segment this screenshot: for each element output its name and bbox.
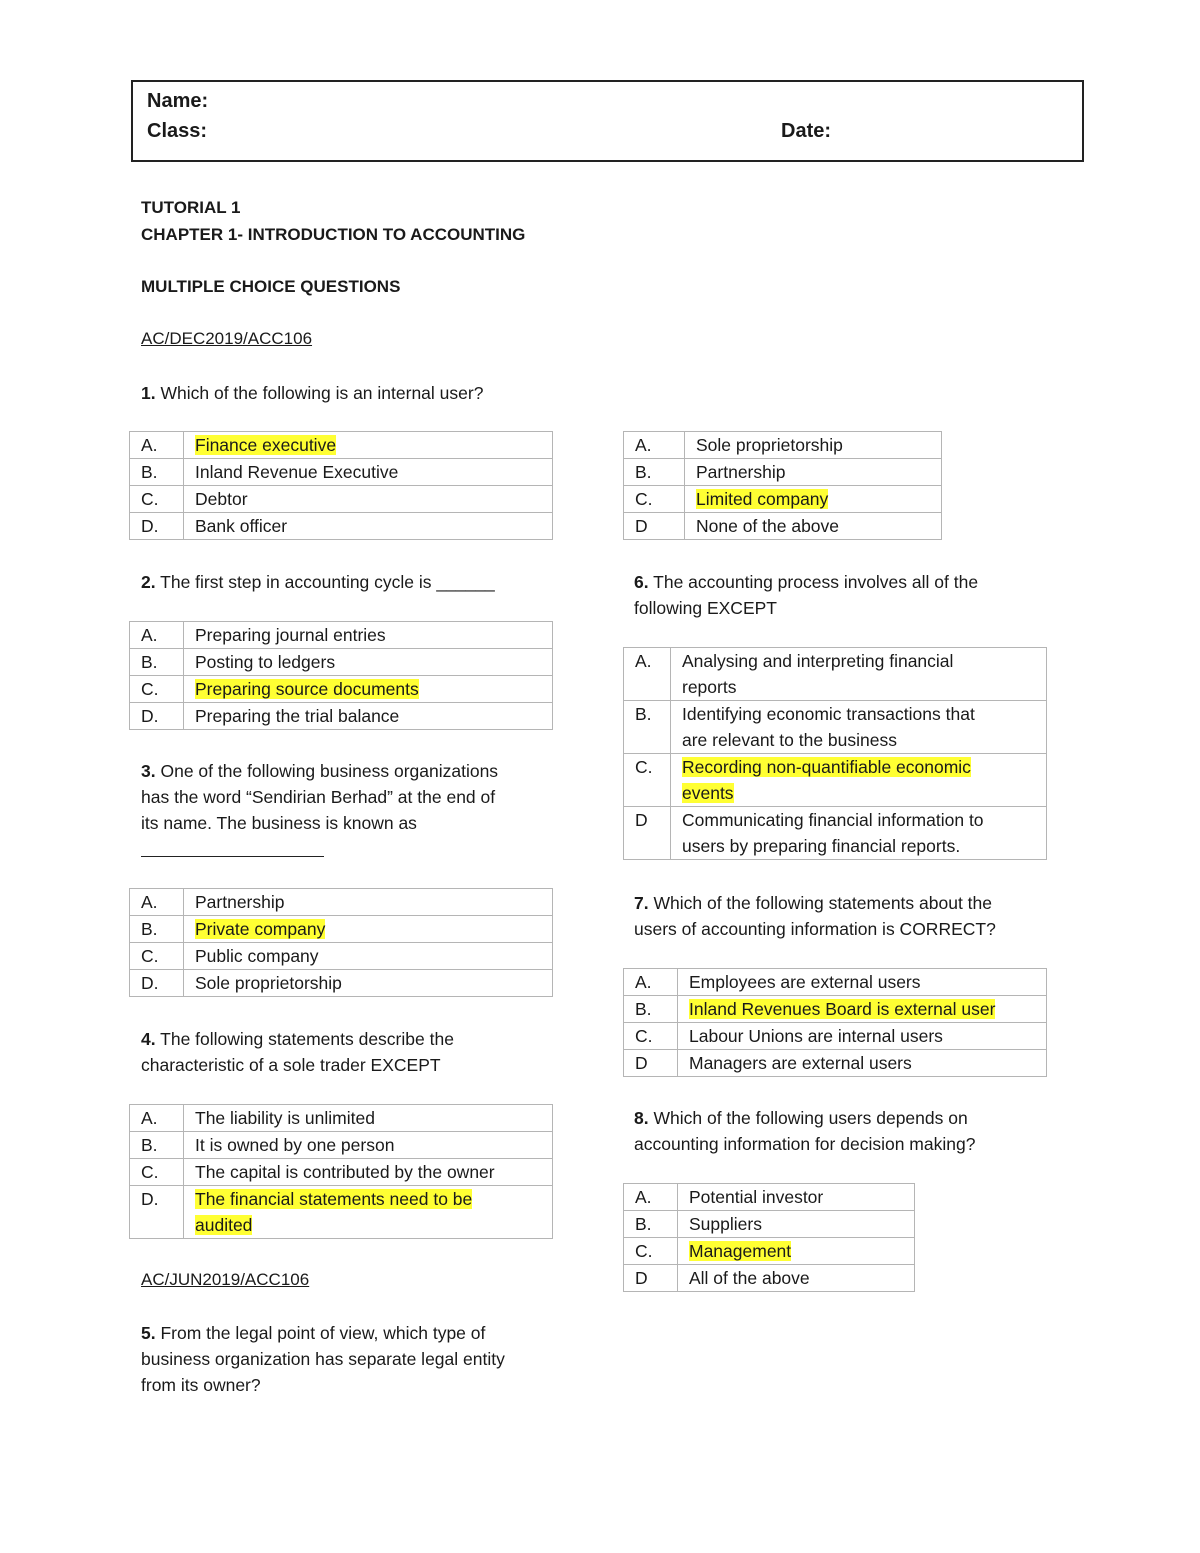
option-letter: C. bbox=[624, 754, 671, 807]
option-letter: A. bbox=[130, 622, 184, 649]
option-letter: D. bbox=[130, 513, 184, 540]
answer-highlight: Recording non-quantifiable economic bbox=[682, 757, 971, 777]
option-letter: C. bbox=[130, 676, 184, 703]
option-row[interactable] bbox=[130, 889, 553, 916]
question-text-line3: from its owner? bbox=[141, 1375, 261, 1395]
question-text: Which of the following is an internal user? bbox=[160, 383, 484, 403]
option-text bbox=[678, 1238, 915, 1265]
question-text-line2: characteristic of a sole trader EXCEPT bbox=[141, 1055, 441, 1075]
option-text: The liability is unlimited bbox=[184, 1105, 553, 1132]
question-text-line2: following EXCEPT bbox=[634, 598, 777, 618]
option-text-line1: Identifying economic transactions that bbox=[682, 704, 975, 724]
options-table-q1 bbox=[129, 431, 553, 540]
option-text: Debtor bbox=[184, 486, 553, 513]
option-row[interactable] bbox=[130, 622, 553, 649]
option-text bbox=[184, 1186, 553, 1239]
option-text bbox=[184, 432, 553, 459]
option-text: Labour Unions are internal users bbox=[678, 1023, 1047, 1050]
option-row[interactable] bbox=[624, 1023, 1047, 1050]
option-row[interactable] bbox=[130, 513, 553, 540]
option-letter: B. bbox=[130, 649, 184, 676]
option-row[interactable] bbox=[130, 970, 553, 997]
options-table-q3 bbox=[129, 888, 553, 997]
question-number: 6. bbox=[634, 572, 649, 592]
option-row[interactable] bbox=[130, 1159, 553, 1186]
question-6 bbox=[634, 569, 978, 621]
option-row[interactable] bbox=[624, 486, 942, 513]
option-letter: C. bbox=[624, 1238, 678, 1265]
question-3 bbox=[141, 758, 498, 862]
question-text-line1: Which of the following users depends on bbox=[653, 1108, 968, 1128]
answer-highlight: Limited company bbox=[696, 489, 829, 509]
option-text: Posting to ledgers bbox=[184, 649, 553, 676]
option-letter: C. bbox=[624, 486, 685, 513]
option-letter: D bbox=[624, 513, 685, 540]
options-table-q2 bbox=[129, 621, 553, 730]
chapter-title: CHAPTER 1- INTRODUCTION TO ACCOUNTING bbox=[141, 225, 526, 244]
option-letter: A. bbox=[624, 432, 685, 459]
option-letter: B. bbox=[624, 996, 678, 1023]
question-number: 7. bbox=[634, 893, 649, 913]
option-text: Partnership bbox=[685, 459, 942, 486]
option-row[interactable] bbox=[130, 1105, 553, 1132]
option-text: Bank officer bbox=[184, 513, 553, 540]
option-text: Preparing journal entries bbox=[184, 622, 553, 649]
option-text: It is owned by one person bbox=[184, 1132, 553, 1159]
tutorial-title: TUTORIAL 1 bbox=[141, 198, 241, 217]
question-number: 8. bbox=[634, 1108, 649, 1128]
option-letter: B. bbox=[130, 916, 184, 943]
option-row[interactable] bbox=[130, 703, 553, 730]
option-row[interactable] bbox=[624, 1265, 915, 1292]
options-table-q8 bbox=[623, 1183, 915, 1292]
option-text: Employees are external users bbox=[678, 969, 1047, 996]
section-title: MULTIPLE CHOICE QUESTIONS bbox=[141, 277, 401, 296]
question-number: 3. bbox=[141, 761, 156, 781]
option-text bbox=[184, 676, 553, 703]
question-1 bbox=[141, 380, 483, 406]
option-letter: A. bbox=[624, 969, 678, 996]
option-letter: C. bbox=[130, 486, 184, 513]
option-letter: D bbox=[624, 1050, 678, 1077]
answer-highlight: Management bbox=[689, 1241, 792, 1261]
option-letter: B. bbox=[130, 1132, 184, 1159]
question-text-line2: has the word “Sendirian Berhad” at the end of bbox=[141, 787, 496, 807]
question-4 bbox=[141, 1026, 454, 1078]
option-text: Inland Revenue Executive bbox=[184, 459, 553, 486]
option-text-line2: users by preparing financial reports. bbox=[682, 836, 961, 856]
option-letter: C. bbox=[130, 943, 184, 970]
option-letter: B. bbox=[624, 701, 671, 754]
option-row[interactable] bbox=[624, 648, 1047, 701]
option-text bbox=[678, 996, 1047, 1023]
answer-highlight: Inland Revenues Board is external user bbox=[689, 999, 996, 1019]
option-row[interactable] bbox=[130, 459, 553, 486]
option-letter: D. bbox=[130, 703, 184, 730]
option-text: Partnership bbox=[184, 889, 553, 916]
option-text: Public company bbox=[184, 943, 553, 970]
option-text: The capital is contributed by the owner bbox=[184, 1159, 553, 1186]
option-row[interactable] bbox=[624, 754, 1047, 807]
option-text: Managers are external users bbox=[678, 1050, 1047, 1077]
option-letter: B. bbox=[624, 1211, 678, 1238]
question-text-line1: One of the following business organizations bbox=[160, 761, 499, 781]
option-row[interactable] bbox=[624, 1211, 915, 1238]
source-code-2: AC/JUN2019/ACC106 bbox=[141, 1270, 310, 1289]
option-row[interactable] bbox=[130, 649, 553, 676]
option-text bbox=[685, 486, 942, 513]
option-text: Potential investor bbox=[678, 1184, 915, 1211]
option-row[interactable] bbox=[624, 513, 942, 540]
answer-highlight: Preparing source documents bbox=[195, 679, 419, 699]
answer-highlight: Private company bbox=[195, 919, 326, 939]
option-text bbox=[184, 916, 553, 943]
option-row[interactable] bbox=[624, 1184, 915, 1211]
option-text: Preparing the trial balance bbox=[184, 703, 553, 730]
question-number: 1. bbox=[141, 383, 156, 403]
option-text: Sole proprietorship bbox=[685, 432, 942, 459]
answer-highlight: audited bbox=[195, 1215, 253, 1235]
option-row[interactable] bbox=[130, 1132, 553, 1159]
question-number: 4. bbox=[141, 1029, 156, 1049]
option-text bbox=[671, 754, 1047, 807]
option-letter: C. bbox=[130, 1159, 184, 1186]
option-letter: D bbox=[624, 1265, 678, 1292]
question-text-line2: users of accounting information is CORRECT? bbox=[634, 919, 996, 939]
question-text-line1: Which of the following statements about the bbox=[653, 893, 993, 913]
option-row[interactable] bbox=[130, 1186, 553, 1239]
option-text-line2: reports bbox=[682, 677, 737, 697]
option-letter: D. bbox=[130, 970, 184, 997]
question-number: 2. bbox=[141, 572, 156, 592]
option-letter: A. bbox=[130, 889, 184, 916]
question-number: 5. bbox=[141, 1323, 156, 1343]
name-label: Name: bbox=[147, 90, 209, 112]
question-text-line2: business organization has separate legal entity bbox=[141, 1349, 505, 1369]
option-text-line1: Analysing and interpreting financial bbox=[682, 651, 954, 671]
question-text-line1: The accounting process involves all of the bbox=[653, 572, 979, 592]
option-row[interactable] bbox=[624, 969, 1047, 996]
option-letter: D bbox=[624, 807, 671, 860]
option-text-line1: Communicating financial information to bbox=[682, 810, 984, 830]
option-row[interactable] bbox=[624, 459, 942, 486]
student-info-box bbox=[131, 80, 1084, 162]
option-row[interactable] bbox=[624, 432, 942, 459]
option-row[interactable] bbox=[624, 701, 1047, 754]
option-text bbox=[671, 701, 1047, 754]
option-text bbox=[671, 648, 1047, 701]
options-table-q7 bbox=[623, 968, 1047, 1077]
option-text: Sole proprietorship bbox=[184, 970, 553, 997]
option-row[interactable] bbox=[130, 432, 553, 459]
option-letter: A. bbox=[130, 432, 184, 459]
option-row[interactable] bbox=[130, 916, 553, 943]
option-row[interactable] bbox=[130, 486, 553, 513]
option-row[interactable] bbox=[624, 996, 1047, 1023]
option-row[interactable] bbox=[624, 807, 1047, 860]
option-letter: A. bbox=[130, 1105, 184, 1132]
answer-highlight: events bbox=[682, 783, 734, 803]
option-text: All of the above bbox=[678, 1265, 915, 1292]
options-table-q6 bbox=[623, 647, 1047, 860]
option-letter: D. bbox=[130, 1186, 184, 1239]
option-letter: B. bbox=[130, 459, 184, 486]
date-label: Date: bbox=[781, 120, 832, 142]
question-5 bbox=[141, 1320, 505, 1398]
options-table-q4 bbox=[129, 1104, 553, 1239]
source-code-1: AC/DEC2019/ACC106 bbox=[141, 329, 313, 348]
question-8 bbox=[634, 1105, 975, 1157]
question-text-line3: its name. The business is known as bbox=[141, 813, 417, 833]
option-letter: A. bbox=[624, 1184, 678, 1211]
option-letter: A. bbox=[624, 648, 671, 701]
class-label: Class: bbox=[147, 120, 208, 142]
option-row[interactable] bbox=[624, 1050, 1047, 1077]
option-text: None of the above bbox=[685, 513, 942, 540]
option-letter: B. bbox=[624, 459, 685, 486]
question-text-line2: accounting information for decision making? bbox=[634, 1134, 976, 1154]
option-text: Suppliers bbox=[678, 1211, 915, 1238]
question-text-line1: From the legal point of view, which type of bbox=[160, 1323, 486, 1343]
answer-highlight: The financial statements need to be bbox=[195, 1189, 473, 1209]
option-row[interactable] bbox=[130, 943, 553, 970]
question-text-line1: The following statements describe the bbox=[160, 1029, 454, 1049]
option-text-line2: are relevant to the business bbox=[682, 730, 897, 750]
answer-highlight: Finance executive bbox=[195, 435, 337, 455]
question-7 bbox=[634, 890, 996, 942]
question-2 bbox=[141, 569, 495, 595]
option-row[interactable] bbox=[624, 1238, 915, 1265]
option-text bbox=[671, 807, 1047, 860]
answer-blank-line bbox=[141, 836, 324, 857]
options-table-q5 bbox=[623, 431, 942, 540]
option-letter: C. bbox=[624, 1023, 678, 1050]
option-row[interactable] bbox=[130, 676, 553, 703]
question-text: The first step in accounting cycle is ______ bbox=[160, 572, 495, 592]
